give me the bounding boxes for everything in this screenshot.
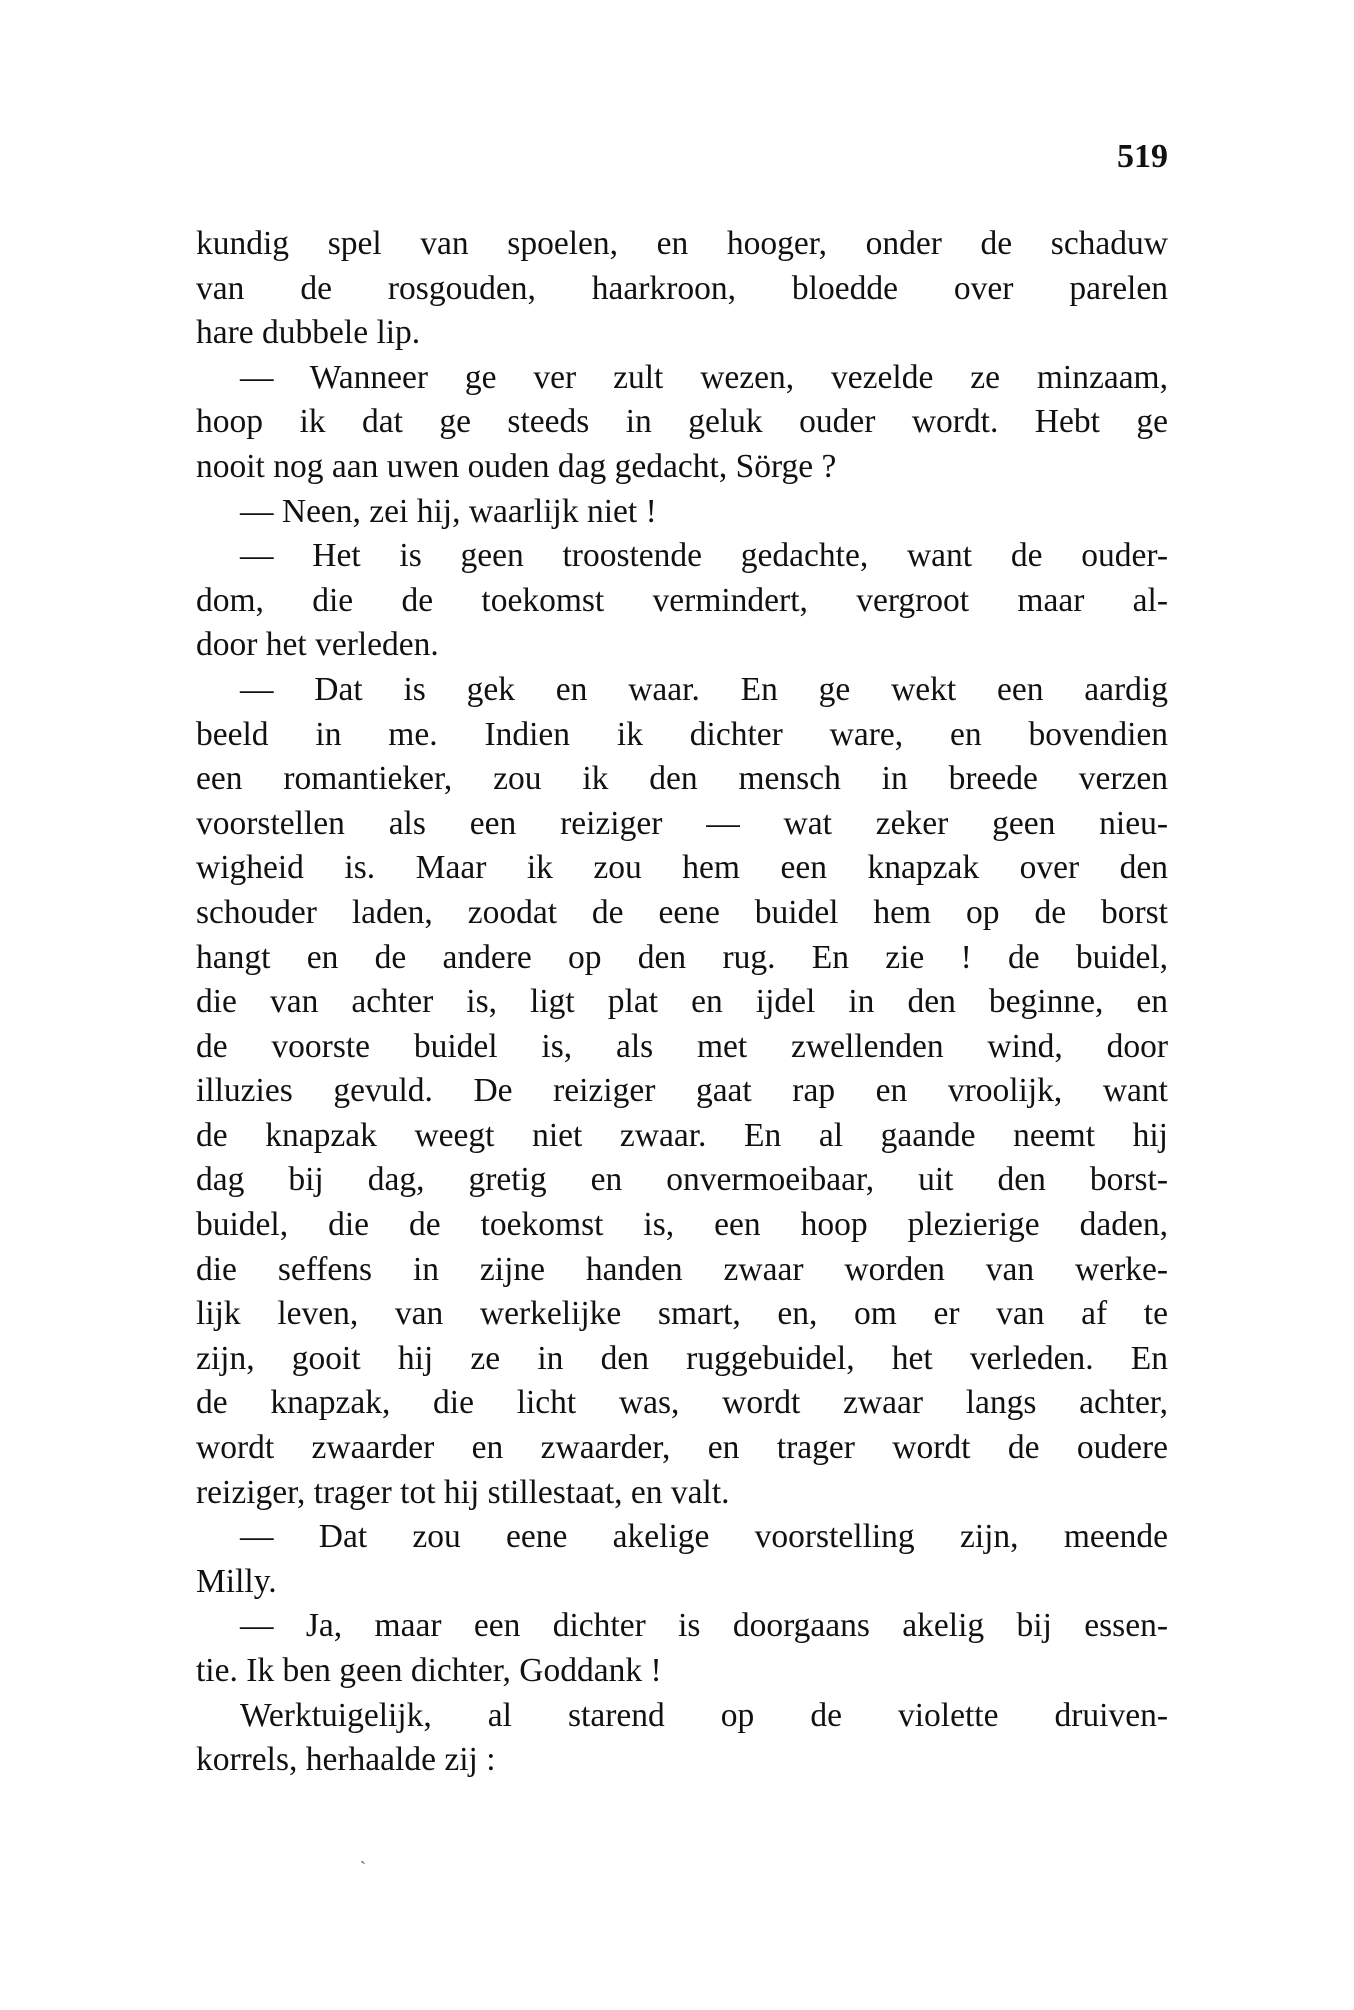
text-line: door het verleden. bbox=[196, 626, 439, 664]
text-line: die seffens in zijne handen zwaar worden van werke- bbox=[196, 1250, 1168, 1288]
text-line: een romantieker, zou ik den mensch in breede verzen bbox=[196, 760, 1168, 798]
text-line: zijn, gooit hij ze in den ruggebuidel, het verleden. En bbox=[196, 1339, 1168, 1377]
text-line: — Het is geen troostende gedachte, want de ouder- bbox=[240, 537, 1168, 575]
text-line: korrels, herhaalde zij : bbox=[196, 1741, 496, 1779]
text-line: wordt zwaarder en zwaarder, en trager wordt de oudere bbox=[196, 1429, 1168, 1467]
text-line: dag bij dag, gretig en onvermoeibaar, uit den borst- bbox=[196, 1161, 1168, 1199]
text-line: illuzies gevuld. De reiziger gaat rap en vroolijk, want bbox=[196, 1072, 1168, 1110]
text-line: de voorste buidel is, als met zwellenden wind, door bbox=[196, 1027, 1168, 1065]
text-line: voorstellen als een reiziger — wat zeker geen nieu- bbox=[196, 804, 1168, 842]
text-line: wigheid is. Maar ik zou hem een knapzak over den bbox=[196, 849, 1168, 887]
text-line: Werktuigelijk, al starend op de violette druiven- bbox=[240, 1696, 1168, 1734]
text-line: schouder laden, zoodat de eene buidel hem op de borst bbox=[196, 893, 1168, 931]
text-line: — Neen, zei hij, waarlijk niet ! bbox=[240, 492, 657, 530]
text-line: hoop ik dat ge steeds in geluk ouder wordt. Hebt ge bbox=[196, 403, 1168, 441]
stray-mark: ˏ bbox=[360, 1844, 366, 1864]
text-line: de knapzak weegt niet zwaar. En al gaande neemt hij bbox=[196, 1116, 1168, 1154]
text-line: hare dubbele lip. bbox=[196, 314, 421, 352]
text-line: reiziger, trager tot hij stillestaat, en valt. bbox=[196, 1473, 730, 1511]
text-line: de knapzak, die licht was, wordt zwaar langs achter, bbox=[196, 1384, 1168, 1422]
text-line: buidel, die de toekomst is, een hoop plezierige daden, bbox=[196, 1206, 1168, 1244]
text-line: — Ja, maar een dichter is doorgaans akelig bij essen- bbox=[240, 1607, 1168, 1645]
text-line: — Dat is gek en waar. En ge wekt een aardig bbox=[240, 670, 1168, 708]
text-line: hangt en de andere op den rug. En zie ! de buidel, bbox=[196, 938, 1168, 976]
text-line: dom, die de toekomst vermindert, vergroot maar al- bbox=[196, 581, 1168, 619]
text-line: kundig spel van spoelen, en hooger, onder de schaduw bbox=[196, 225, 1168, 262]
text-line: nooit nog aan uwen ouden dag gedacht, Sörge ? bbox=[196, 447, 837, 485]
text-line: van de rosgouden, haarkroon, bloedde over parelen bbox=[196, 269, 1168, 307]
text-line: tie. Ik ben geen dichter, Goddank ! bbox=[196, 1652, 662, 1689]
text-line: die van achter is, ligt plat en ijdel in den beginne, en bbox=[196, 983, 1168, 1021]
text-line: — Dat zou eene akelige voorstelling zijn, meende bbox=[240, 1518, 1168, 1556]
text-line: beeld in me. Indien ik dichter ware, en bovendien bbox=[196, 715, 1168, 753]
text-line: — Wanneer ge ver zult wezen, vezelde ze minzaam, bbox=[240, 358, 1168, 396]
body-text bbox=[196, 222, 1168, 1783]
text-line: lijk leven, van werkelijke smart, en, om er van af te bbox=[196, 1295, 1168, 1333]
page-number: 519 bbox=[1117, 138, 1168, 175]
text-line: Milly. bbox=[196, 1562, 277, 1600]
